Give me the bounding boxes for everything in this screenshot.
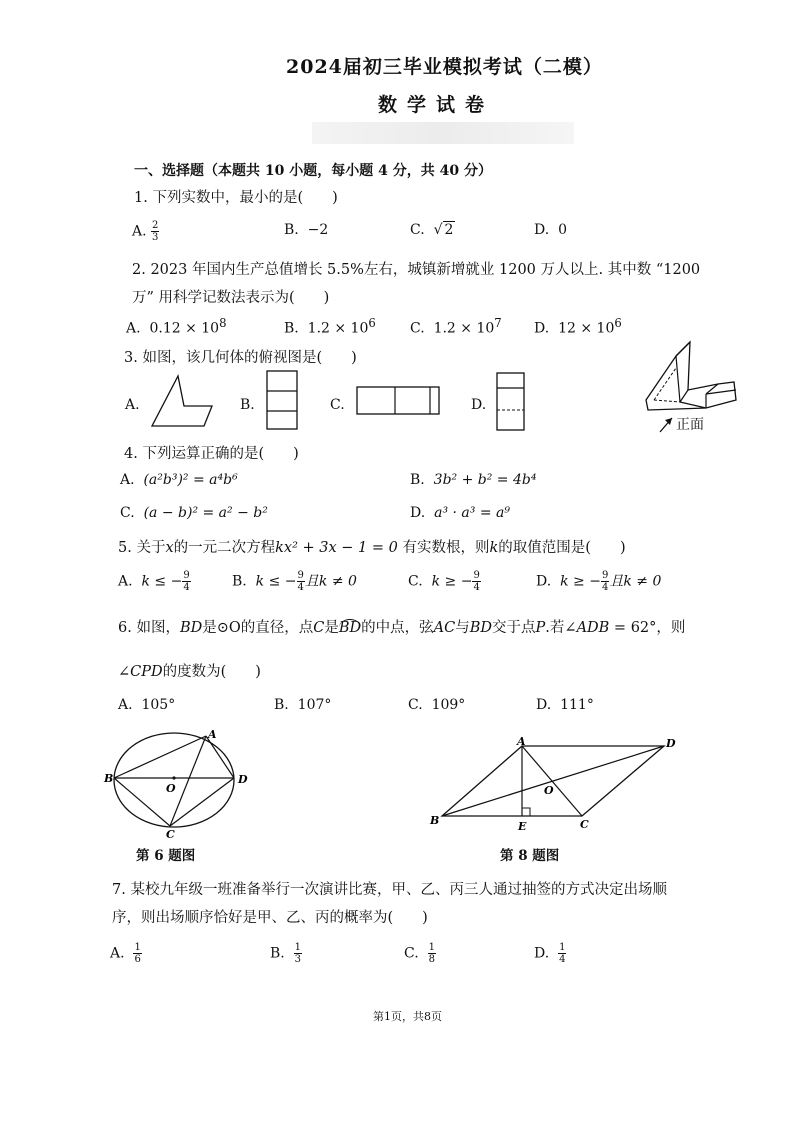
option-value: 0 xyxy=(558,222,568,238)
option-label: B. xyxy=(232,573,247,590)
q2-option-c xyxy=(410,316,502,337)
denominator: 4 xyxy=(473,582,480,593)
denominator: 8 xyxy=(428,954,435,965)
text: 6. 如图， xyxy=(118,620,180,636)
numerator: 1 xyxy=(428,942,435,953)
label-c: C xyxy=(166,828,175,841)
option-label: B. xyxy=(270,945,285,962)
denominator: 4 xyxy=(559,954,566,965)
segment: AC xyxy=(433,620,456,636)
q1-option-a xyxy=(132,220,159,243)
label-e: E xyxy=(518,820,527,833)
label-d: D xyxy=(238,773,248,786)
q2-option-a xyxy=(126,316,227,337)
label-b: B xyxy=(430,814,440,827)
q5-option-c xyxy=(408,570,481,593)
option-label: D. xyxy=(534,320,550,337)
option-value: 1.2 × 10 xyxy=(307,320,369,337)
q3-option-a-figure xyxy=(150,374,214,430)
text: = 62°，则 xyxy=(609,620,686,636)
label-c: C xyxy=(580,818,589,831)
q3-option-a-label: A. xyxy=(125,397,140,413)
segment: BD xyxy=(469,620,493,636)
option-label: C. xyxy=(410,320,425,337)
option-label: A. xyxy=(118,697,133,713)
option-label: C. xyxy=(120,505,135,521)
option-label: D. xyxy=(536,573,552,590)
option-value: k ≥ − xyxy=(431,573,473,590)
option-label: A. xyxy=(126,320,141,337)
denominator: 3 xyxy=(152,232,159,243)
option-label: C. xyxy=(408,573,423,590)
text: 有实数根，则 xyxy=(397,540,490,556)
fraction xyxy=(182,570,190,593)
text: 交于点 xyxy=(492,620,536,636)
text: ∠ xyxy=(118,664,131,680)
question-7-line-2: 序，则出场顺序恰好是甲、乙、丙的概率为( ) xyxy=(112,910,428,926)
question-3: 3. 如图，该几何体的俯视图是( ) xyxy=(124,350,357,366)
front-view-label: 正面 xyxy=(676,417,704,433)
question-7-line-1: 7. 某校九年级一班准备举行一次演讲比赛，甲、乙、丙三人通过抽签的方式决定出场顺 xyxy=(112,882,667,898)
fraction xyxy=(472,570,480,593)
sqrt-value: 2 xyxy=(444,222,454,238)
numerator: 1 xyxy=(134,942,141,953)
question-6-line-1 xyxy=(118,616,685,637)
denominator: 3 xyxy=(294,954,302,965)
q4-option-d xyxy=(410,505,510,521)
q4-option-c xyxy=(120,505,268,521)
label-o: O xyxy=(544,784,554,797)
numerator: 2 xyxy=(152,220,159,231)
option-condition: 且k ≠ 0 xyxy=(609,573,662,590)
fraction xyxy=(151,220,159,243)
option-label: A. xyxy=(120,472,135,488)
point: P xyxy=(535,620,546,636)
figure-8-parallelogram xyxy=(428,734,678,832)
q3-option-d-label: D. xyxy=(471,397,487,413)
text: 的中点，弦 xyxy=(361,620,434,636)
option-value: 105° xyxy=(141,697,176,713)
option-label: A. xyxy=(118,573,133,590)
label-o: O xyxy=(166,782,176,795)
q7-option-b xyxy=(270,942,302,965)
point: C xyxy=(313,620,325,636)
numerator: 9 xyxy=(601,570,609,581)
text: 与 xyxy=(455,620,470,636)
q6-option-d xyxy=(536,697,594,713)
q3-option-c-figure xyxy=(356,386,440,416)
question-1: 1. 下列实数中，最小的是( ) xyxy=(134,190,338,206)
exponent: 6 xyxy=(368,316,376,330)
option-label: D. xyxy=(534,222,550,238)
angle: ADB xyxy=(576,620,610,636)
option-label: C. xyxy=(408,697,423,713)
numerator: 9 xyxy=(297,570,304,581)
option-value: 3b² + b² = 4b⁴ xyxy=(433,472,537,488)
option-value: (a²b³)² = a⁴b⁶ xyxy=(143,472,238,488)
exam-title: 2024届初三毕业模拟考试（二模） xyxy=(286,56,603,78)
q3-option-b-label: B. xyxy=(240,397,255,413)
question-5 xyxy=(118,536,626,557)
q3-option-b-figure xyxy=(266,370,298,432)
equation: kx² + 3x − 1 = 0 xyxy=(275,540,398,556)
text: 的度数为( ) xyxy=(162,664,261,680)
text: 是⊙O的直径，点 xyxy=(202,620,314,636)
question-2-line-1: 2. 2023 年国内生产总值增长 5.5%左右，城镇新增就业 1200 万人以上. 其中数 “1200 xyxy=(132,262,701,278)
option-value: k ≥ − xyxy=(560,573,601,590)
numerator: 1 xyxy=(559,942,566,953)
page-footer: 第1页，共8页 xyxy=(373,1010,442,1023)
figure-8-caption: 第 8 题图 xyxy=(500,848,560,864)
numerator: 9 xyxy=(183,570,190,581)
q2-option-d xyxy=(534,316,622,337)
q7-option-c xyxy=(404,942,436,965)
q6-option-c xyxy=(408,697,465,713)
numerator: 1 xyxy=(294,942,302,953)
variable: x xyxy=(165,540,174,556)
text: 是 xyxy=(324,620,339,636)
option-label: B. xyxy=(274,697,289,713)
exponent: 8 xyxy=(219,316,227,330)
fraction xyxy=(294,942,302,965)
option-label: C. xyxy=(410,222,425,238)
q1-option-b xyxy=(284,222,328,238)
option-label: D. xyxy=(534,945,550,962)
numerator: 9 xyxy=(473,570,480,581)
section-heading: 一、选择题（本题共 10 小题，每小题 4 分，共 40 分） xyxy=(134,163,492,179)
option-label: A. xyxy=(110,945,125,962)
option-label: B. xyxy=(284,222,299,238)
variable: k xyxy=(489,540,499,556)
option-label: B. xyxy=(410,472,425,488)
q7-option-d xyxy=(534,942,566,965)
option-label: D. xyxy=(410,505,426,521)
text: 5. 关于 xyxy=(118,540,166,556)
option-value: −2 xyxy=(307,222,329,238)
question-4: 4. 下列运算正确的是( ) xyxy=(124,446,299,462)
angle: CPD xyxy=(130,664,163,680)
option-label: C. xyxy=(404,945,419,962)
option-value: (a − b)² = a² − b² xyxy=(143,505,268,521)
text: 的一元二次方程 xyxy=(173,540,276,556)
label-d: D xyxy=(666,737,676,750)
option-condition: 且k ≠ 0 xyxy=(304,573,357,590)
segment: BD xyxy=(179,620,203,636)
figure-6-circle xyxy=(104,726,248,841)
exponent: 6 xyxy=(614,316,622,330)
q1-option-c: C. √ 2 xyxy=(410,222,454,238)
q6-option-b xyxy=(274,697,331,713)
option-value: 109° xyxy=(431,697,466,713)
option-value: 12 × 10 xyxy=(558,320,615,337)
option-label: B. xyxy=(284,320,299,337)
arc: BD xyxy=(338,620,362,636)
q2-option-b xyxy=(284,316,376,337)
q1-option-d xyxy=(534,222,567,238)
q5-option-b xyxy=(232,570,357,593)
label-a: A xyxy=(208,728,217,741)
option-value: 1.2 × 10 xyxy=(433,320,495,337)
exam-subtitle: 数学试卷 xyxy=(378,94,495,116)
denominator: 4 xyxy=(183,582,190,593)
option-value: 0.12 × 10 xyxy=(149,320,220,337)
fraction xyxy=(133,942,141,965)
exponent: 7 xyxy=(494,316,502,330)
q4-option-a xyxy=(120,472,238,488)
q4-option-b xyxy=(410,472,536,488)
label-b: B xyxy=(104,772,114,785)
option-label: D. xyxy=(536,697,552,713)
scan-smudge xyxy=(312,122,574,144)
denominator: 4 xyxy=(601,582,609,593)
denominator: 4 xyxy=(297,582,304,593)
label-a: A xyxy=(517,735,526,748)
option-label: A. xyxy=(132,223,147,240)
q5-option-a xyxy=(118,570,191,593)
q7-option-a xyxy=(110,942,142,965)
q5-option-d xyxy=(536,570,661,593)
question-2-line-2: 万” 用科学记数法表示为( ) xyxy=(132,290,330,306)
q3-option-c-label: C. xyxy=(330,397,345,413)
option-value: k ≤ − xyxy=(141,573,183,590)
fraction xyxy=(558,942,566,965)
option-value: 107° xyxy=(297,697,332,713)
text: 的取值范围是( ) xyxy=(498,540,626,556)
denominator: 6 xyxy=(134,954,141,965)
q3-option-d-figure xyxy=(496,372,526,432)
option-value: a³ · a³ = a⁹ xyxy=(434,505,510,521)
figure-6-caption: 第 6 题图 xyxy=(136,848,196,864)
text: .若∠ xyxy=(545,620,577,636)
question-6-line-2 xyxy=(118,660,261,681)
option-value: 111° xyxy=(560,697,594,713)
fraction xyxy=(428,942,436,965)
option-value: k ≤ − xyxy=(255,573,297,590)
q6-option-a xyxy=(118,697,175,713)
fraction xyxy=(297,570,305,593)
